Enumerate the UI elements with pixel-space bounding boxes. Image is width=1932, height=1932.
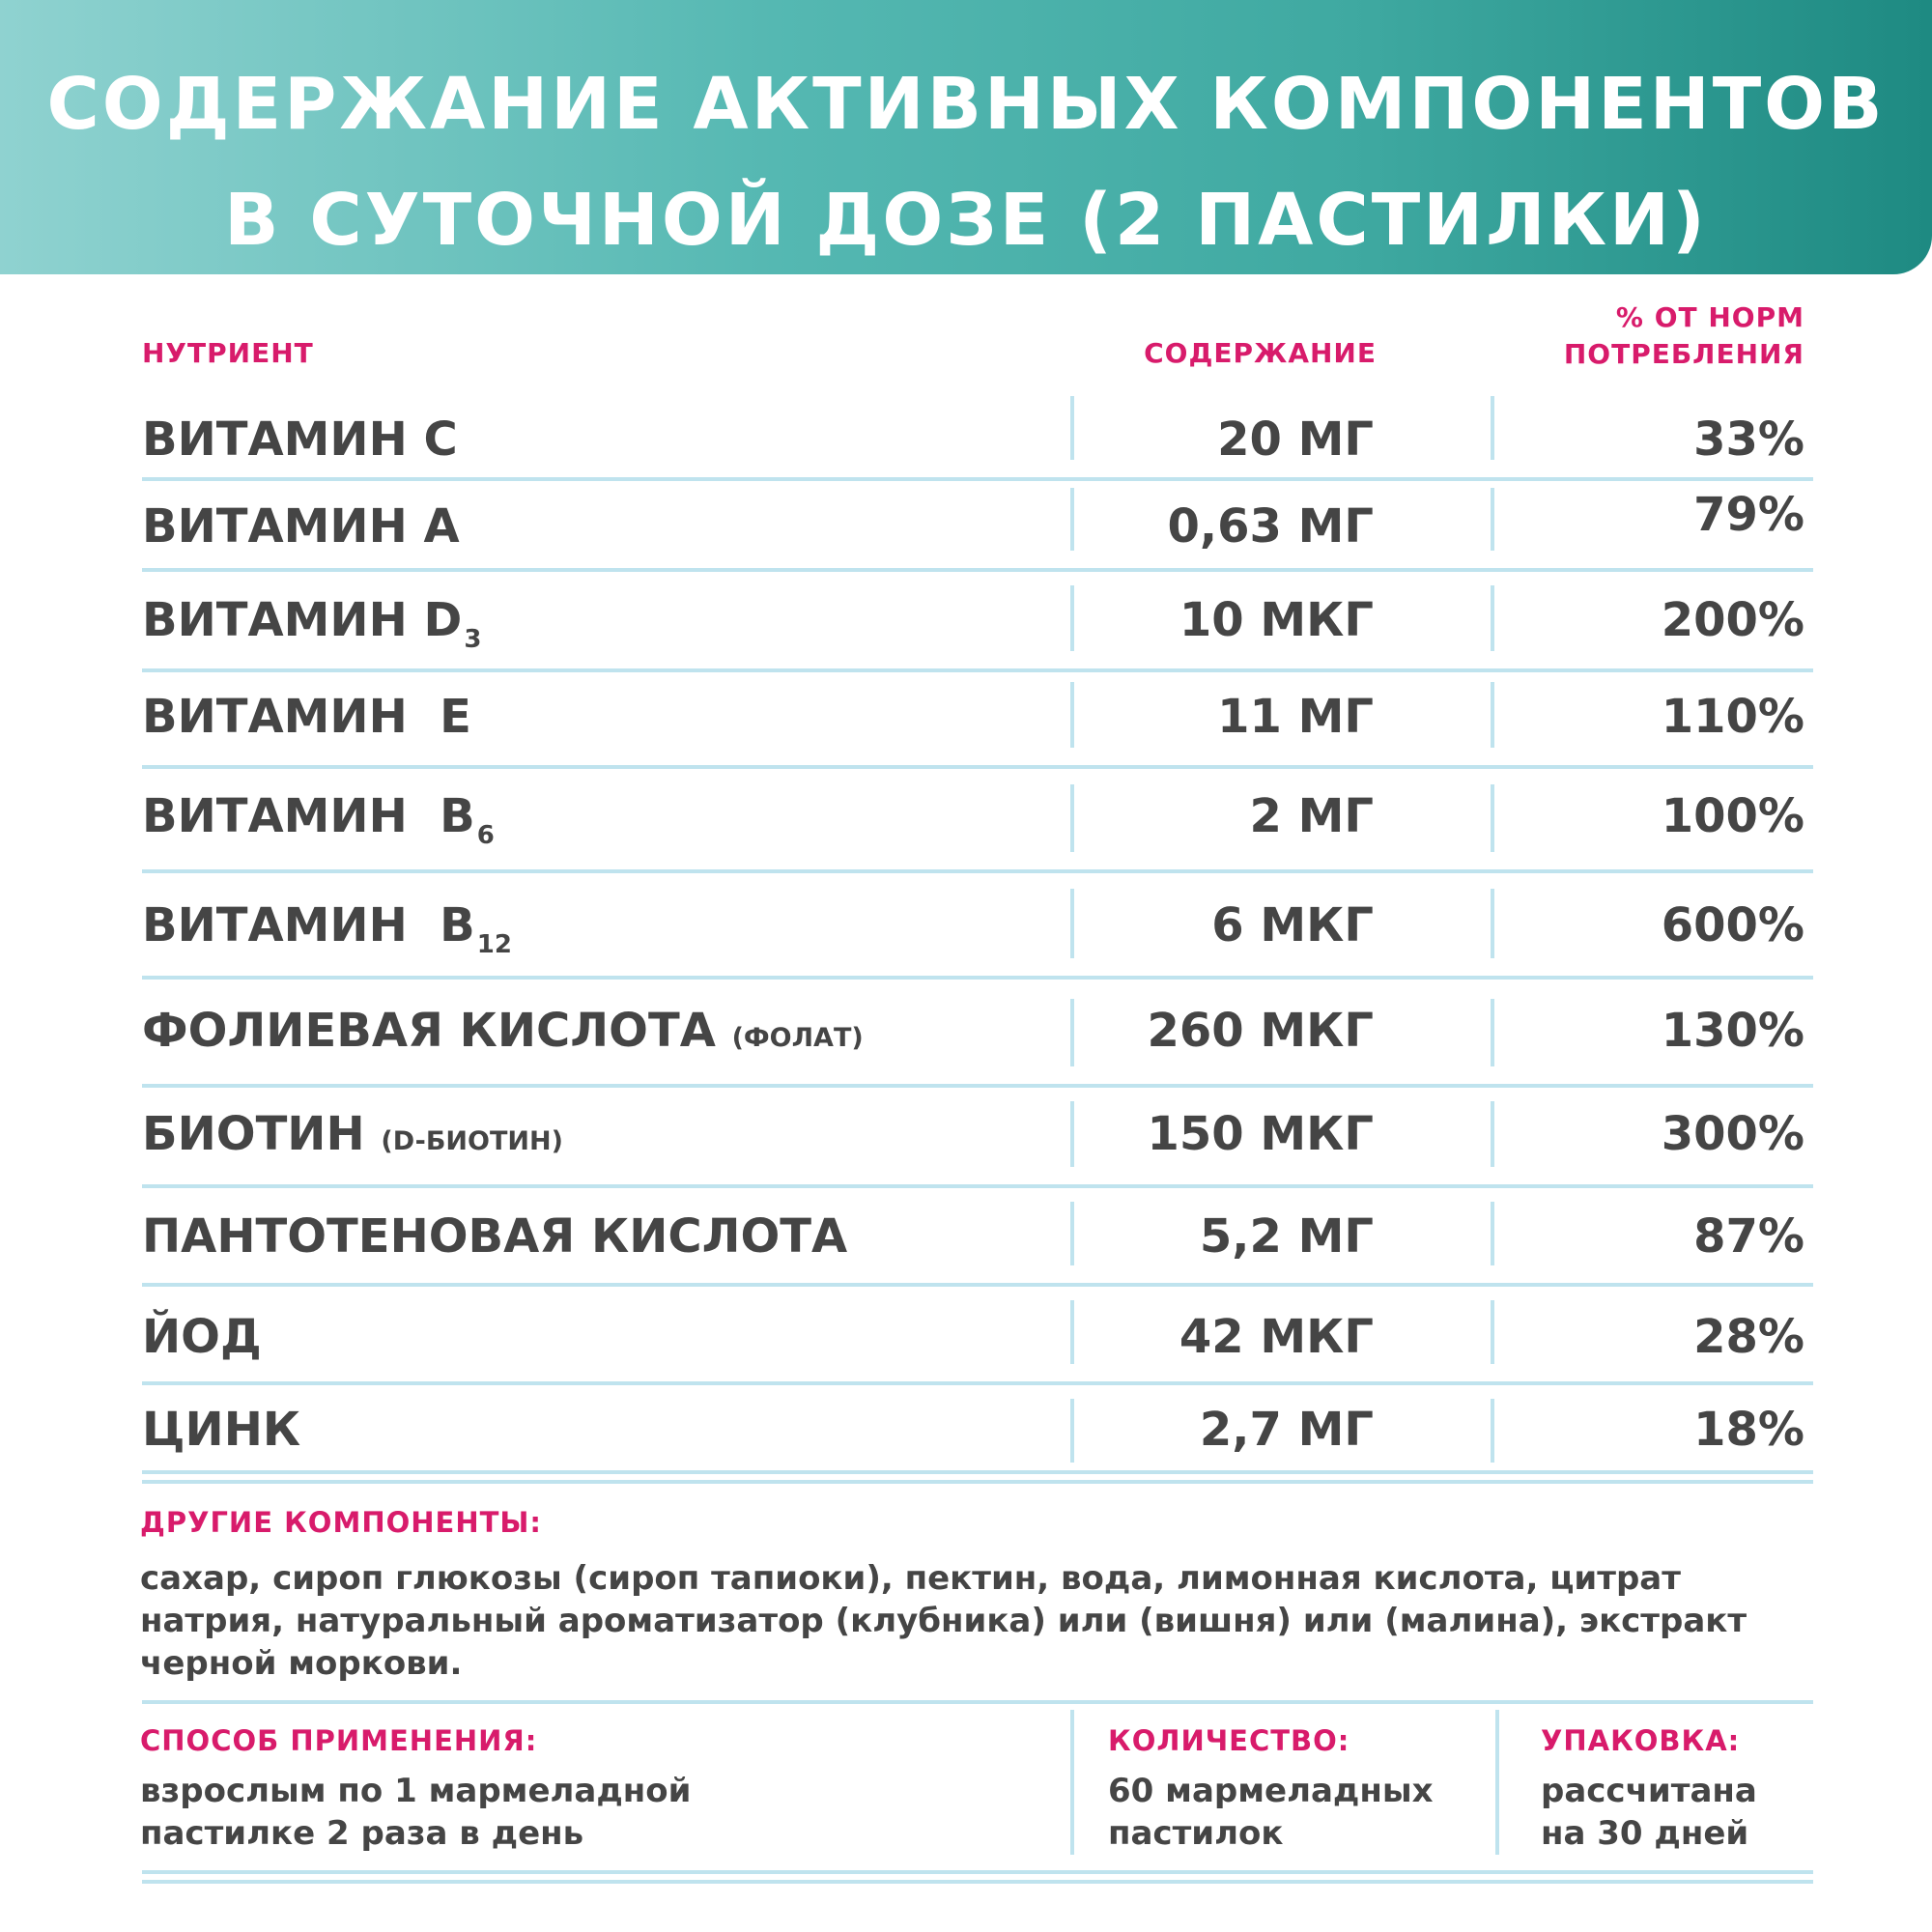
nutrient-note: (D-БИОТИН) [381, 1126, 563, 1156]
column-divider [1491, 1300, 1494, 1364]
other-line-2: натрия, натуральный ароматизатор (клубника) или (вишня) или (малина), экстракт [140, 1602, 1747, 1640]
row-divider [142, 869, 1813, 873]
other-components-title: ДРУГИЕ КОМПОНЕНТЫ: [140, 1506, 543, 1539]
nutrient-value: 11 МГ [1217, 690, 1374, 744]
header-norm-line-1: % ОТ НОРМ [1615, 301, 1804, 333]
row-divider [142, 1283, 1813, 1287]
nutrient-name: ВИТАМИН А [142, 499, 460, 554]
nutrient-value: 5,2 МГ [1199, 1209, 1374, 1264]
usage-title: СПОСОБ ПРИМЕНЕНИЯ: [140, 1724, 538, 1757]
nutrient-value: 2,7 МГ [1199, 1403, 1374, 1457]
nutrient-percent: 100% [1661, 789, 1804, 843]
column-divider [1491, 682, 1494, 748]
column-divider [1070, 396, 1074, 460]
row-divider [142, 1480, 1813, 1484]
quantity-title: КОЛИЧЕСТВО: [1108, 1724, 1350, 1757]
header-norm [1564, 299, 1804, 373]
nutrient-percent: 200% [1661, 593, 1804, 647]
column-divider [1070, 1300, 1074, 1364]
column-divider [1070, 999, 1074, 1066]
row-divider [142, 1470, 1813, 1474]
subscript: 12 [476, 930, 512, 959]
nutrient-value: 6 МКГ [1211, 898, 1374, 952]
quantity-line-2: пастилок [1108, 1814, 1284, 1853]
header-banner [0, 0, 1932, 274]
nutrient-percent: 300% [1661, 1107, 1804, 1161]
nutrient-name: БИОТИН (D-БИОТИН) [142, 1107, 563, 1161]
column-divider [1070, 889, 1074, 958]
package-title: УПАКОВКА: [1541, 1724, 1741, 1757]
column-divider [1070, 1202, 1074, 1265]
section-divider [142, 1700, 1813, 1704]
title-line-2: В СУТОЧНОЙ ДОЗЕ (2 ПАСТИЛКИ) [224, 179, 1708, 262]
column-divider [1070, 1399, 1074, 1463]
column-divider [1491, 585, 1494, 651]
row-divider [142, 1084, 1813, 1088]
row-divider [142, 765, 1813, 769]
title-line-1: СОДЕРЖАНИЕ АКТИВНЫХ КОМПОНЕНТОВ [46, 63, 1886, 146]
column-divider [1491, 784, 1494, 852]
column-divider [1070, 784, 1074, 852]
column-divider [1070, 1710, 1074, 1855]
nutrient-note: (ФОЛАТ) [731, 1023, 864, 1053]
nutrient-value: 150 МКГ [1147, 1107, 1374, 1161]
column-divider [1495, 1710, 1499, 1855]
quantity-text [1108, 1770, 1434, 1855]
usage-line-2: пастилке 2 раза в день [140, 1814, 584, 1853]
nutrient-value: 2 МГ [1249, 789, 1374, 843]
row-divider [142, 477, 1813, 481]
nutrient-value: 0,63 МГ [1167, 499, 1374, 554]
subscript: 6 [476, 821, 495, 850]
header-norm-line-2: ПОТРЕБЛЕНИЯ [1563, 338, 1804, 370]
row-divider [142, 1381, 1813, 1385]
nutrient-name: ФОЛИЕВАЯ КИСЛОТА (ФОЛАТ) [142, 1004, 864, 1058]
package-line-2: на 30 дней [1541, 1814, 1749, 1853]
column-divider [1491, 1101, 1494, 1167]
nutrient-percent: 18% [1693, 1403, 1804, 1457]
nutrient-percent: 600% [1661, 898, 1804, 952]
nutrient-percent: 33% [1693, 412, 1804, 467]
nutrient-name: ВИТАМИН $В_{12}$ [142, 898, 512, 959]
subscript: 3 [464, 625, 482, 654]
nutrient-percent: 79% [1693, 488, 1804, 542]
column-divider [1070, 488, 1074, 551]
header-content: СОДЕРЖАНИЕ [1144, 337, 1377, 369]
row-divider [142, 976, 1813, 980]
other-line-1: сахар, сироп глюкозы (сироп тапиоки), пектин, вода, лимонная кислота, цитрат [140, 1559, 1681, 1598]
nutrient-name: ПАНТОТЕНОВАЯ КИСЛОТА [142, 1209, 848, 1264]
package-line-1: рассчитана [1541, 1772, 1757, 1810]
column-divider [1491, 889, 1494, 958]
column-divider [1491, 488, 1494, 551]
column-divider [1070, 1101, 1074, 1167]
column-divider [1491, 999, 1494, 1066]
row-divider [142, 1184, 1813, 1188]
bottom-divider [142, 1870, 1813, 1874]
column-divider [1491, 1399, 1494, 1463]
nutrient-name: ВИТАМИН $D_3$ [142, 593, 482, 654]
header-nutrient: НУТРИЕНТ [142, 337, 314, 369]
nutrient-percent: 87% [1693, 1209, 1804, 1264]
row-divider [142, 668, 1813, 672]
nutrient-percent: 130% [1661, 1004, 1804, 1058]
quantity-line-1: 60 мармеладных [1108, 1772, 1434, 1810]
nutrient-value: 20 МГ [1217, 412, 1374, 467]
usage-text [140, 1770, 691, 1855]
nutrient-value: 42 МКГ [1179, 1310, 1374, 1364]
column-divider [1491, 396, 1494, 460]
bottom-divider [142, 1880, 1813, 1884]
nutrient-percent: 110% [1661, 690, 1804, 744]
column-divider [1491, 1202, 1494, 1265]
column-divider [1070, 585, 1074, 651]
row-divider [142, 568, 1813, 572]
package-text [1541, 1770, 1757, 1855]
nutrient-name: ВИТАМИН С [142, 412, 458, 467]
nutrient-value: 10 МКГ [1179, 593, 1374, 647]
nutrient-name: ЦИНК [142, 1403, 301, 1457]
usage-line-1: взрослым по 1 мармеладной [140, 1772, 692, 1810]
nutrient-percent: 28% [1693, 1310, 1804, 1364]
nutrient-value: 260 МКГ [1147, 1004, 1374, 1058]
nutrient-name: ЙОД [142, 1310, 262, 1364]
other-components-text [140, 1557, 1747, 1685]
nutrient-name: ВИТАМИН Е [142, 690, 471, 744]
nutrient-name: ВИТАМИН $В_6$ [142, 789, 495, 850]
page-title [0, 46, 1932, 278]
other-line-3: черной моркови. [140, 1644, 463, 1683]
column-divider [1070, 682, 1074, 748]
